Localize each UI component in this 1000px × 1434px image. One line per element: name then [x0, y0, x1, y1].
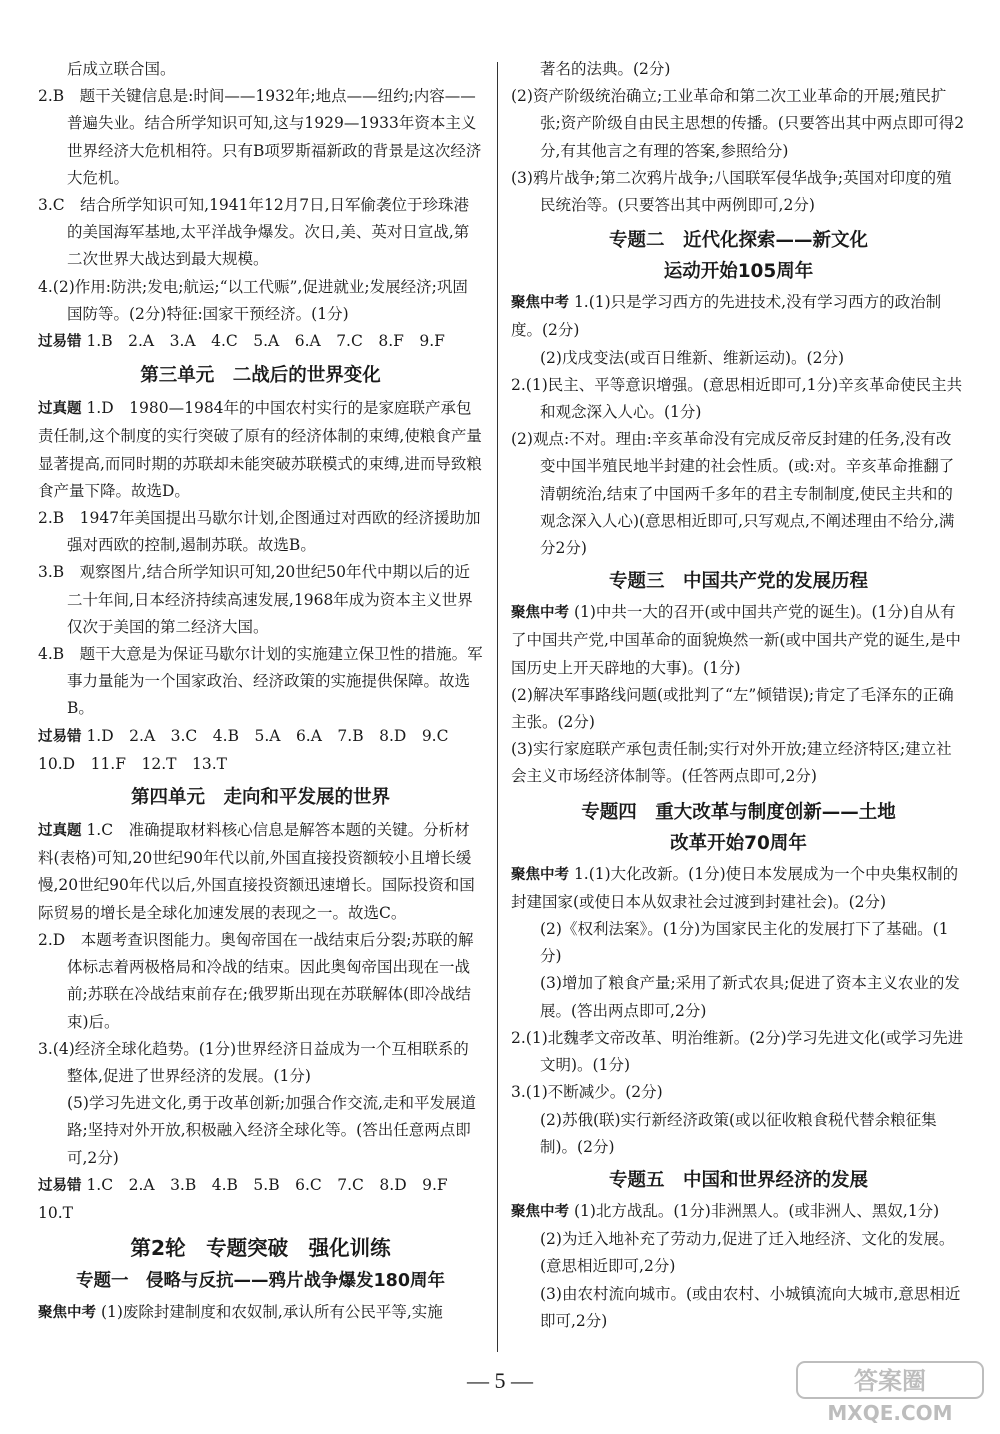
section-label: 聚焦中考 [511, 866, 569, 883]
answer-item: (2)观点:不对。理由:辛亥革命没有完成反帝反封建的任务,没有改变中国半殖民地半封建的社会性质。(或:对。辛亥革命推翻了清朝统治,结束了中国两千多年的君主专制制度,使民主共和的观念深入人心)(意思相近即可,只写观点,不阐述理由不给分,满分2分) [511, 430, 955, 558]
topic-heading: 专题一 侵略与反抗——鸦片战争爆发180周年 [75, 1271, 446, 1292]
section-label: 聚焦中考 [511, 1203, 569, 1220]
answer-row [38, 723, 483, 751]
answer-key: 1.C 2.A 3.B 4.B 5.B 6.C 7.C 8.D 9.F [86, 1175, 448, 1194]
answer-item: 2.(1)北魏孝文帝改革、明治维新。(2分)学习先进文化(或学习先进文明)。(1分) [511, 1028, 964, 1075]
answer-item: (3)增加了粮食产量;采用了新式农具;促进了资本主义农业的发展。(答出两点即可,2分) [540, 974, 960, 1020]
answer-item: 4.(2)作用:防洪;发电;航运;“以工代赈”,促进就业;发展经济;巩固国防等。(2分)特征:国家干预经济。(1分) [38, 277, 468, 323]
answer-item: 2.(1)民主、平等意识增强。(意思相近即可,1分)辛亥革命使民主共和观念深入人心。(1分) [511, 375, 963, 422]
page-number: — 5 — [467, 1368, 533, 1393]
answer-item: 3.B 观察图片,结合所学知识可知,20世纪50年代中期以后的近二十年间,日本经济持续高速发展,1968年成为资本主义世界仅次于美国的第二经济大国。 [38, 563, 473, 636]
column-divider [497, 62, 498, 1352]
answer-item: (2)为迁入地补充了劳动力,促进了迁入地经济、文化的发展。(意思相近即可,2分) [540, 1230, 955, 1276]
answer-text: 1.(1)大化改新。(1分)使日本发展成为一个中央集权制的封建国家(或使日本从奴隶社会过渡到封建社会)。(2分) [511, 864, 959, 911]
section-label: 过易错 [38, 1177, 82, 1194]
answer-key: 1.D 2.A 3.C 4.B 5.A 6.A 7.B 8.D 9.C [86, 726, 449, 745]
answer-key: 10.T [38, 1203, 73, 1222]
answer-item: (2)《权利法案》。(1分)为国家民主化的发展打下了基础。(1分) [540, 920, 949, 966]
topic-heading: 专题三 中国共产党的发展历程 [608, 571, 868, 593]
unit-heading: 第三单元 二战后的世界变化 [140, 365, 381, 387]
topic-heading: 专题二 近代化探索——新文化 [608, 230, 868, 252]
watermark-logo [795, 1360, 985, 1426]
right-column [511, 56, 966, 1335]
answer-text: 著名的法典。(2分) [540, 60, 671, 78]
answer-row [38, 395, 483, 505]
answer-row [38, 817, 483, 927]
topic-heading-cont: 改革开始70周年 [670, 832, 807, 854]
answer-item: (3)实行家庭联产承包责任制;实行对外开放;建立经济特区;建立社会主义市场经济体制等。(任答两点即可,2分) [511, 740, 952, 786]
answer-item: 3.(4)经济全球化趋势。(1分)世界经济日益成为一个互相联系的整体,促进了世界经济的发展。(1分) [38, 1039, 469, 1085]
answer-row [511, 861, 966, 916]
answer-row [38, 1172, 483, 1200]
topic-heading-cont: 运动开始105周年 [663, 261, 814, 283]
answer-item: (3)由农村流向城市。(或由农村、小城镇流向大城市,意思相近即可,2分) [540, 1284, 961, 1330]
answer-text: 1.C 准确提取材料核心信息是解答本题的关键。分析材料(表格)可知,20世纪90年代以前,外国直接投资额较小且增长缓慢,20世纪90年代以后,外国直接投资额迅速增长。国际投资和国际贸易的增长是全球化加速发展的表现之一。故选C。 [38, 821, 475, 922]
answer-item: (5)学习先进文化,勇于改革创新;加强合作交流,走和平发展道路;坚持对外开放,积极融入经济全球化等。(答出任意两点即可,2分) [67, 1094, 477, 1167]
answer-row [38, 328, 483, 356]
answer-text: (1)废除封建制度和农奴制,承认所有公民平等,实施 [100, 1303, 443, 1322]
answer-item: (3)鸦片战争;第二次鸦片战争;八国联军侵华战争;英国对印度的殖民统治等。(只要答出其中两例即可,2分) [511, 168, 952, 215]
round-heading: 第2轮 专题突破 强化训练 [130, 1236, 391, 1261]
answer-item: 2.D 本题考查识图能力。奥匈帝国在一战结束后分裂;苏联的解体标志着两极格局和冷战的结束。因此奥匈帝国出现在一战前;苏联在冷战结束前存在;俄罗斯出现在苏联解体(即冷战结束)后。 [38, 930, 474, 1031]
svg-text:MXQE.COM: MXQE.COM [827, 1401, 953, 1425]
answer-key: 1.B 2.A 3.A 4.C 5.A 6.A 7.C 8.F 9.F [86, 332, 445, 351]
answer-item: 2.B 题干关键信息是:时间——1932年;地点——纽约;内容——普遍失业。结合所学知识可知,这与1929—1933年资本主义世界经济大危机相符。只有B项罗斯福新政的背景是这次经济大危机。 [38, 87, 482, 187]
answer-item: (2)资产阶级统治确立;工业革命和第二次工业革命的开展;殖民扩张;资产阶级自由民主思想的传播。(只要答出其中两点即可得2分,有其他言之有理的答案,参照给分) [511, 87, 965, 160]
svg-text:答案圈: 答案圈 [854, 1367, 926, 1395]
answer-text: (1)北方战乱。(1分)非洲黑人。(或非洲人、黑奴,1分) [573, 1201, 940, 1220]
answer-text: (1)中共一大的召开(或中国共产党的诞生)。(1分)自从有了中国共产党,中国革命的面貌焕然一新(或中国共产党的诞生,是中国历史上开天辟地的大事)。(1分) [511, 603, 961, 677]
answer-item: (2)苏俄(联)实行新经济政策(或以征收粮食税代替余粮征集制)。(2分) [540, 1110, 937, 1156]
topic-heading: 专题四 重大改革与制度创新——土地 [581, 801, 896, 823]
unit-heading: 第四单元 走向和平发展的世界 [130, 787, 390, 809]
answer-key: 10.D 11.F 12.T 13.T [38, 754, 227, 773]
section-label: 过真题 [38, 823, 82, 840]
answer-item: 2.B 1947年美国提出马歇尔计划,企图通过对西欧的经济援助加强对西欧的控制,遏制苏联。故选B。 [38, 509, 481, 555]
left-column [38, 56, 483, 1327]
section-label: 过易错 [38, 728, 82, 745]
section-label: 聚焦中考 [511, 295, 569, 312]
answer-item: (2)戊戌变法(或百日维新、维新运动)。(2分) [540, 348, 845, 367]
answer-item: (2)解决军事路线问题(或批判了“左”倾错误);肯定了毛泽东的正确主张。(2分) [511, 685, 954, 732]
answer-item: 3.C 结合所学知识可知,1941年12月7日,日军偷袭位于珍珠港的美国海军基地,太平洋战争爆发。次日,美、英对日宣战,第二次世界大战达到最大规模。 [38, 196, 470, 269]
topic-heading: 专题五 中国和世界经济的发展 [608, 1169, 868, 1191]
section-label: 过易错 [38, 334, 82, 351]
answer-row [511, 1198, 966, 1226]
answer-item: 4.B 题干大意是为保证马歇尔计划的实施建立保卫性的措施。军事力量能为一个国家政治、经济政策的实施提供保障。故选B。 [38, 645, 483, 718]
section-label: 聚焦中考 [511, 605, 569, 622]
answer-text: 1.D 1980—1984年的中国农村实行的是家庭联产承包责任制,这个制度的实行突破了原有的经济体制的束缚,使粮食产量显著提高,而同时期的苏联却未能突破苏联模式的束缚,进而导致粮食产量下降。故选D。 [38, 399, 482, 500]
answer-row [38, 1299, 483, 1327]
answer-text: 后成立联合国。 [67, 60, 176, 78]
section-label: 过真题 [38, 401, 82, 418]
answer-text: 1.(1)只是学习西方的先进技术,没有学习西方的政治制度。(2分) [511, 293, 942, 340]
answer-row [511, 599, 966, 682]
answer-row [511, 289, 966, 344]
answer-item: 3.(1)不断减少。(2分) [511, 1083, 663, 1102]
section-label: 聚焦中考 [38, 1305, 96, 1322]
